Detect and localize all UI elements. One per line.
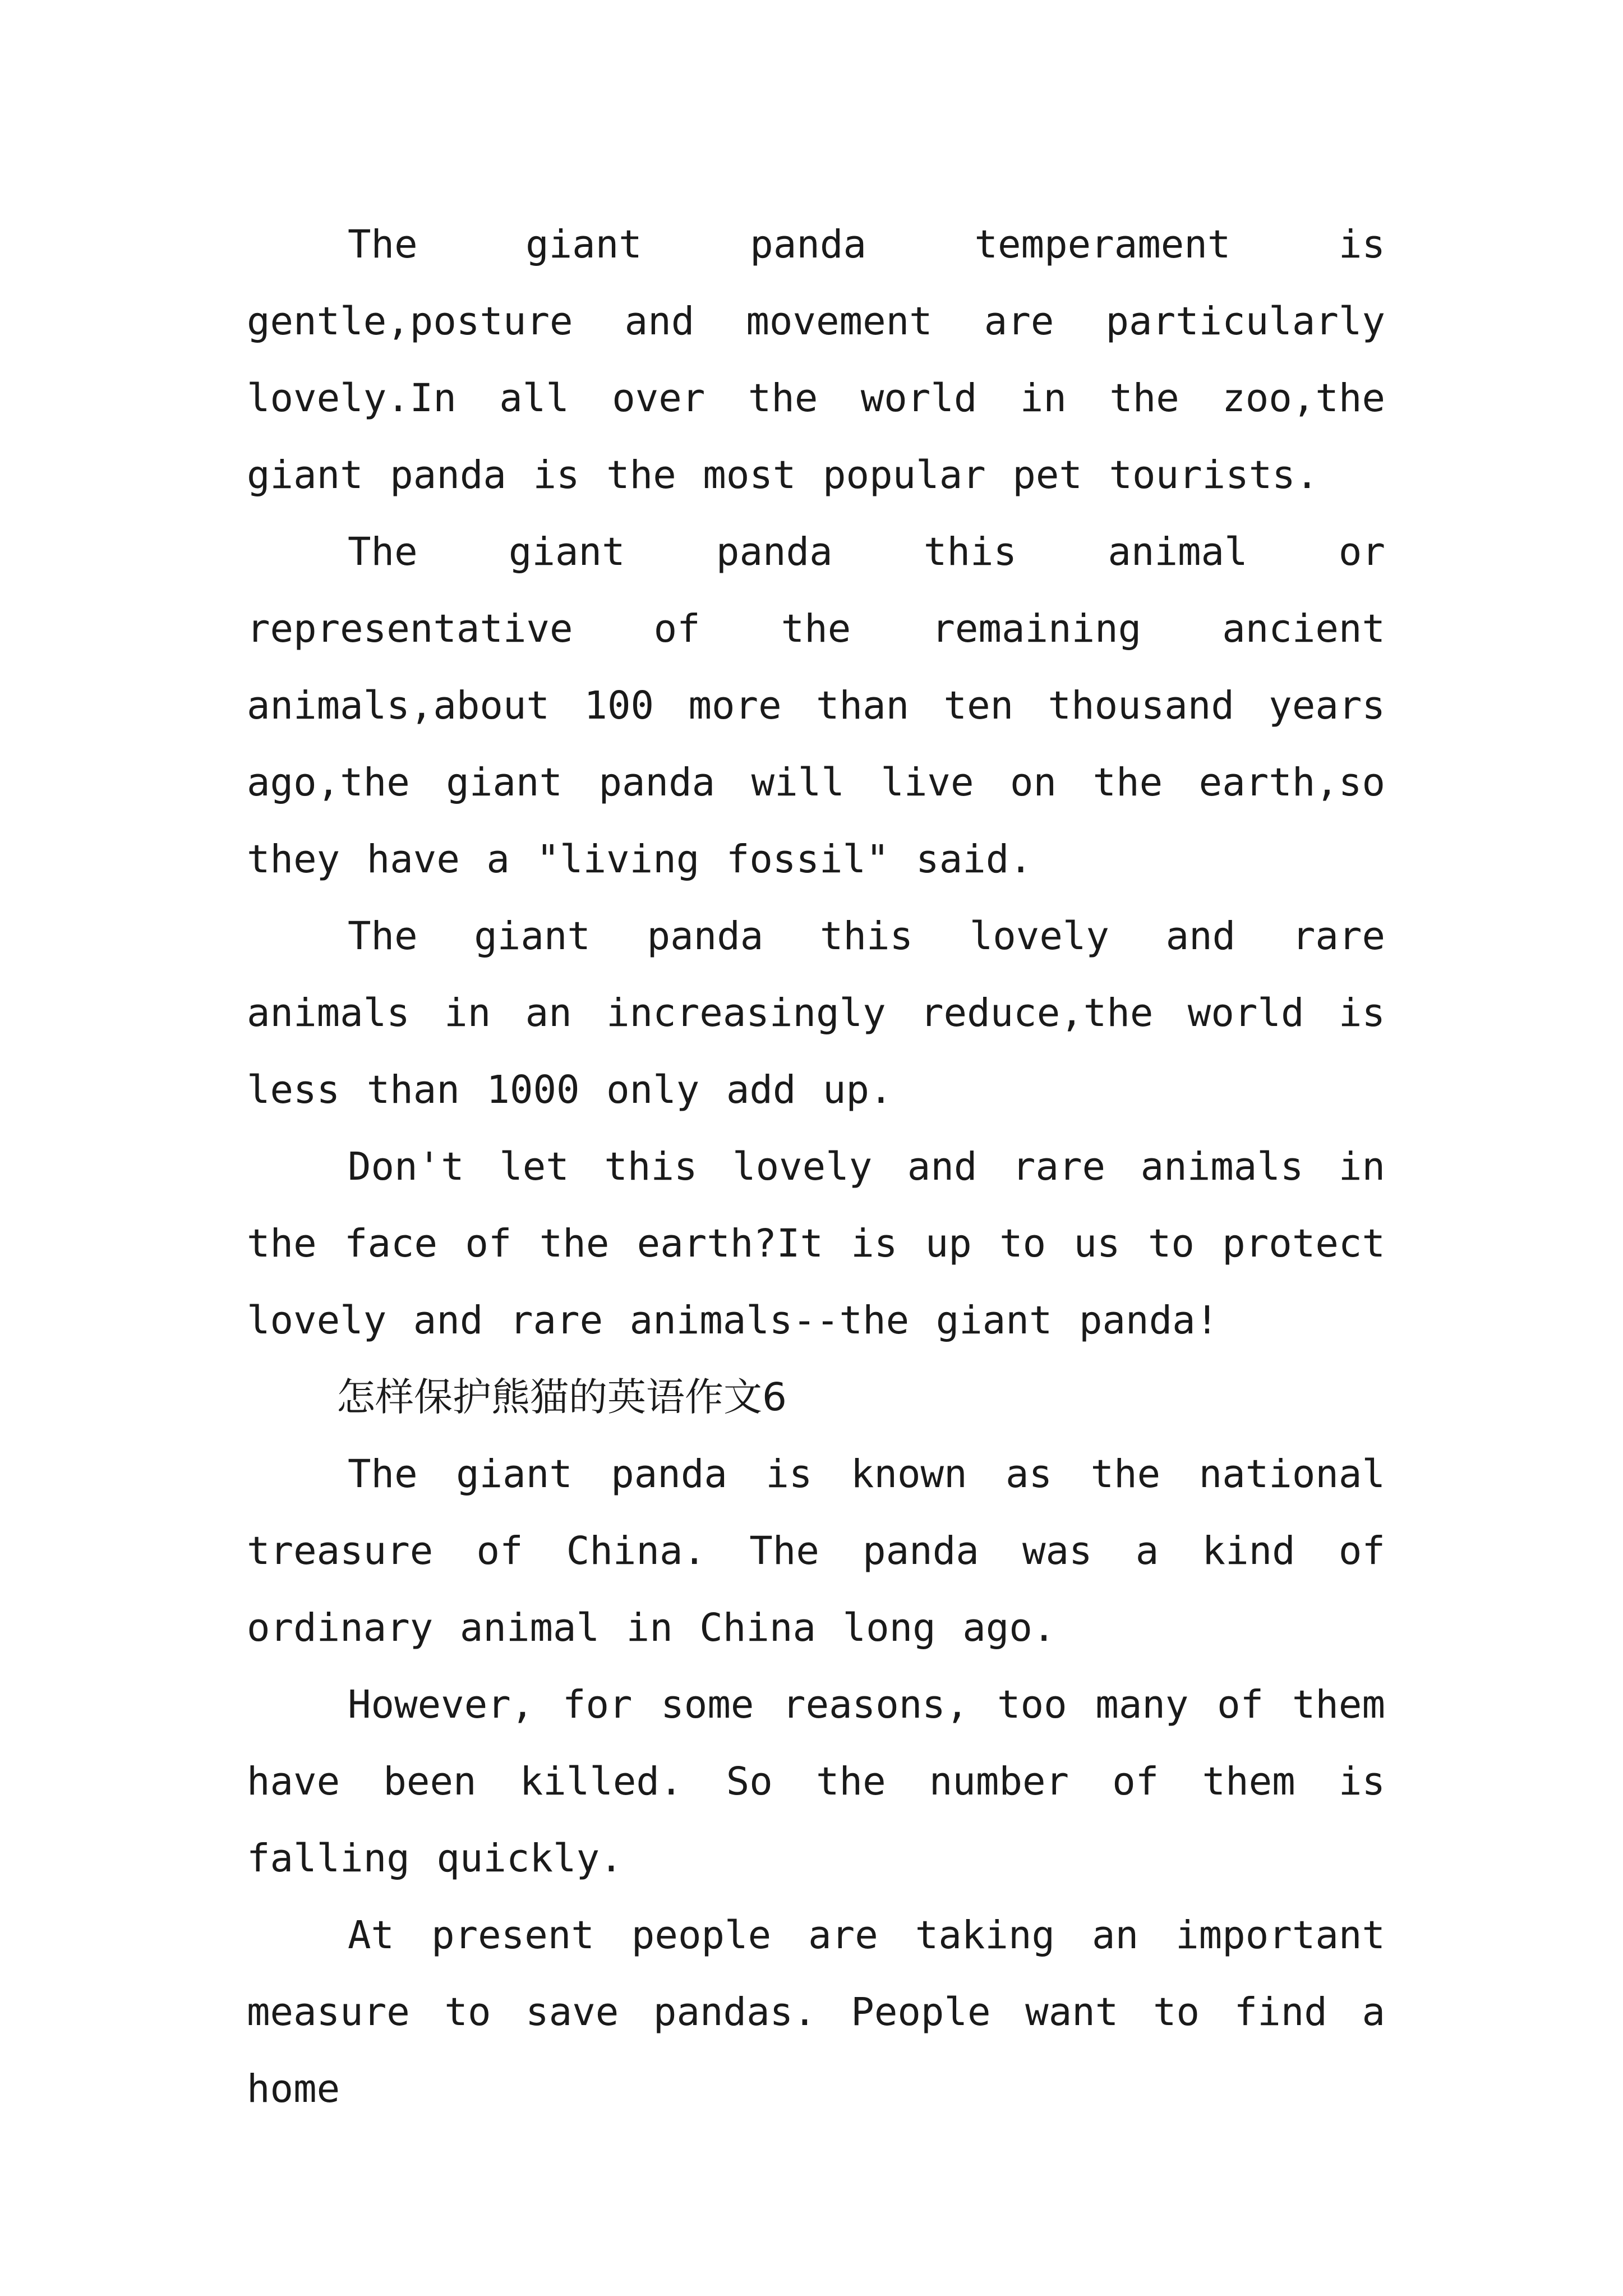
paragraph-living-fossil: The giant panda this animal or representative of the remaining ancient animals,about 100 more than ten thousand years ago,the giant panda will live on the earth,so they have a "living fossil" said.	[247, 530, 1385, 882]
paragraph-national-treasure: The giant panda is known as the national treasure of China. The panda was a kind of ordinary animal in China long ago.	[247, 1452, 1385, 1650]
paragraph-temperament: The giant panda temperament is gentle,posture and movement are particularly lovely.In all over the world in the zoo,the giant panda is the most popular pet tourists.	[247, 222, 1385, 498]
document-body	[247, 206, 1385, 2128]
essay-heading: 怎样保护熊猫的英语作文6	[336, 1375, 787, 1420]
paragraph-protect: Don't let this lovely and rare animals in the face of the earth?It is up to us to protect lovely and rare animals--the giant panda!	[247, 1144, 1385, 1343]
paragraph-measure: At present people are taking an important measure to save pandas. People want to find a home	[247, 1913, 1385, 2111]
paragraph-population: The giant panda this lovely and rare animals in an increasingly reduce,the world is less than 1000 only add up.	[247, 914, 1385, 1112]
paragraph-killed: However, for some reasons, too many of them have been killed. So the number of them is falling quickly.	[247, 1682, 1385, 1881]
